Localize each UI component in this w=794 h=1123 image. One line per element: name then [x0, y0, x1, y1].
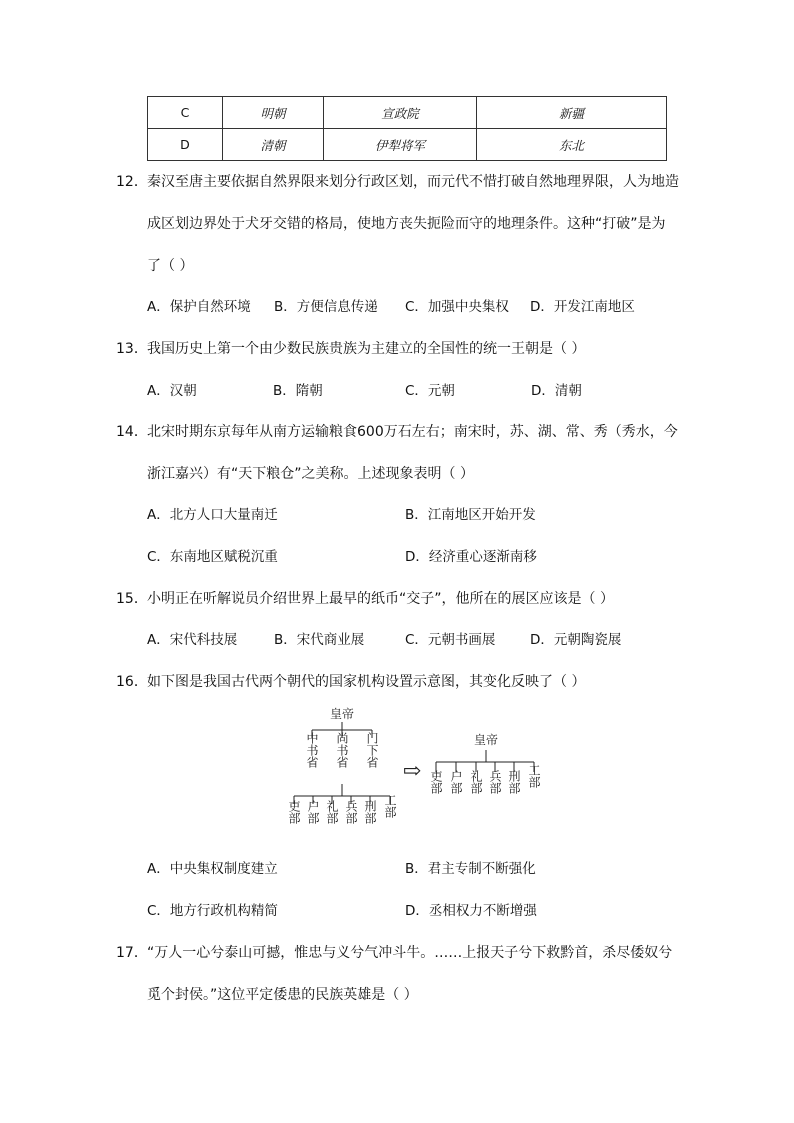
option-c[interactable]: C．元朝 [405, 383, 455, 399]
ministry-label: 兵部 [344, 800, 358, 824]
option-b[interactable]: B．宋代商业展 [274, 632, 365, 648]
ministry-label: 工部 [527, 764, 541, 788]
option-a[interactable]: A．保护自然环境 [147, 299, 251, 315]
question-text: 成区划边界处于犬牙交错的格局，使地方丧失扼险而守的地理条件。这种“打破”是为 [147, 216, 666, 232]
question-number: 15． [116, 591, 148, 607]
question-text: 秦汉至唐主要依据自然界限来划分行政区划，而元代不惜打破自然地理界限，人为地造 [147, 174, 679, 190]
table-row [148, 129, 667, 161]
option-c[interactable]: C．东南地区赋税沉重 [147, 549, 278, 565]
shangshu-label: 尚书省 [335, 732, 349, 768]
question-number: 13． [116, 341, 148, 357]
option-b[interactable]: B．隋朝 [273, 383, 323, 399]
option-d[interactable]: D．开发江南地区 [530, 299, 635, 315]
ministry-label: 礼部 [469, 770, 483, 794]
option-a[interactable]: A．中央集权制度建立 [147, 861, 278, 877]
question-text: 小明正在听解说员介绍世界上最早的纸币“交子”，他所在的展区应该是（ ） [147, 591, 614, 607]
option-c[interactable]: C．元朝书画展 [405, 632, 496, 648]
question-text: 我国历史上第一个由少数民族贵族为主建立的全国性的统一王朝是（ ） [147, 341, 586, 357]
question-text: 了（ ） [147, 258, 194, 274]
ministry-label: 吏部 [429, 770, 443, 794]
table-cell: D [148, 129, 223, 161]
question-text: 如下图是我国古代两个朝代的国家机构设置示意图，其变化反映了（ ） [147, 674, 586, 690]
table-cell: C [148, 97, 223, 129]
zhongshu-label: 中书省 [305, 732, 319, 768]
table-cell: 宣政院 [324, 97, 477, 129]
option-b[interactable]: B．方便信息传递 [274, 299, 378, 315]
question-text: 觅个封侯。”这位平定倭患的民族英雄是（ ） [147, 987, 418, 1003]
option-d[interactable]: D．丞相权力不断增强 [405, 903, 537, 919]
question-number: 12． [116, 174, 148, 190]
question-number: 17． [116, 945, 148, 961]
ministry-label: 刑部 [507, 770, 521, 794]
option-a[interactable]: A．宋代科技展 [147, 632, 238, 648]
option-d[interactable]: D．元朝陶瓷展 [530, 632, 622, 648]
ministry-label: 户部 [306, 800, 320, 824]
option-b[interactable]: B．君主专制不断强化 [405, 861, 536, 877]
arrow-icon: ⇨ [402, 759, 422, 784]
table-cell: 伊犁将军 [324, 129, 477, 161]
ministry-label: 吏部 [287, 800, 301, 824]
option-c[interactable]: C．加强中央集权 [405, 299, 509, 315]
option-d[interactable]: D．清朝 [531, 383, 582, 399]
option-a[interactable]: A．北方人口大量南迁 [147, 507, 278, 523]
table-cell: 清朝 [223, 129, 324, 161]
question-number: 16． [116, 674, 148, 690]
table-row [148, 97, 667, 129]
table-cell: 东北 [477, 129, 667, 161]
option-d[interactable]: D．经济重心逐渐南移 [405, 549, 537, 565]
right-emperor-label: 皇帝 [473, 733, 499, 747]
option-c[interactable]: C．地方行政机构精简 [147, 903, 278, 919]
menxia-label: 门下省 [365, 732, 379, 768]
left-emperor-label: 皇帝 [329, 707, 355, 721]
question-number: 14． [116, 424, 148, 440]
option-b[interactable]: B．江南地区开始开发 [405, 507, 536, 523]
question-text: 北宋时期东京每年从南方运输粮食600万石左右；南宋时，苏、湖、常、秀（秀水，今 [147, 424, 678, 440]
ministry-label: 刑部 [363, 800, 377, 824]
question-text: 浙江嘉兴）有“天下粮仓”之美称。上述现象表明（ ） [147, 466, 474, 482]
options-table [147, 96, 667, 161]
ministry-label: 户部 [449, 770, 463, 794]
table-cell: 新疆 [477, 97, 667, 129]
ministry-label: 兵部 [488, 770, 502, 794]
question-text: “万人一心兮泰山可撼，惟忠与义兮气冲斗牛。……上报天子兮下救黔首，杀尽倭奴兮 [147, 945, 673, 961]
government-structure-diagram [280, 702, 550, 842]
table-cell: 明朝 [223, 97, 324, 129]
ministry-label: 礼部 [325, 800, 339, 824]
option-a[interactable]: A．汉朝 [147, 383, 197, 399]
ministry-label: 工部 [383, 794, 397, 818]
